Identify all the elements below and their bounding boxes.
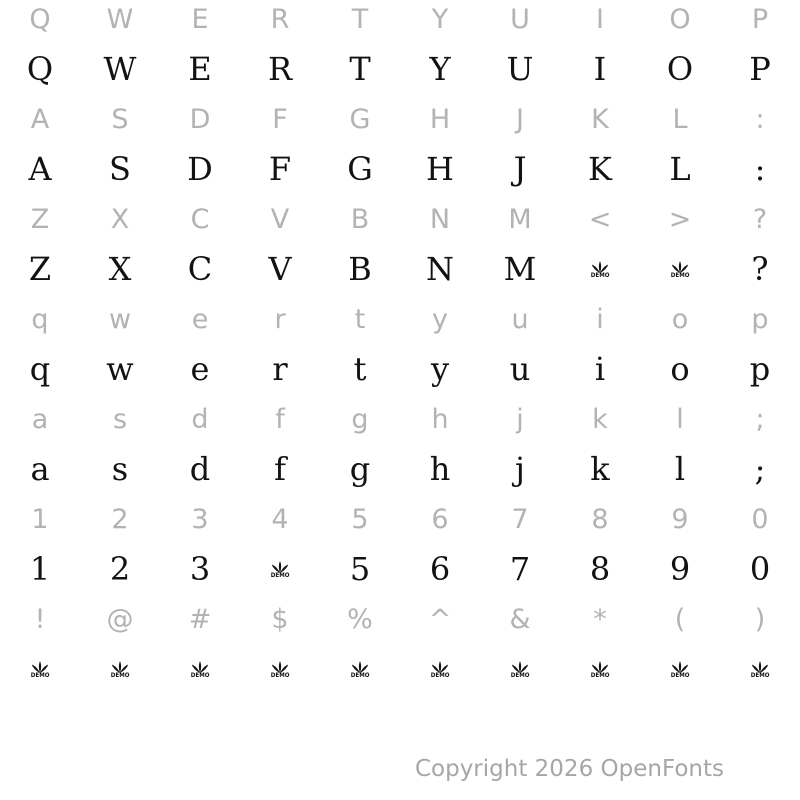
reference-char: N (429, 203, 451, 235)
reference-char: j (516, 403, 524, 435)
reference-char: > (668, 203, 692, 235)
reference-row (0, 194, 800, 244)
font-glyph-char: 3 (189, 550, 211, 588)
reference-char: : (755, 103, 765, 135)
font-glyph-char: C (187, 250, 213, 288)
font-glyph-char: K (588, 150, 612, 188)
reference-char: l (676, 403, 684, 435)
demo-glyph-label: DEMO (750, 672, 770, 679)
reference-char: 2 (111, 503, 129, 535)
glyph-row (0, 444, 800, 494)
font-glyph-char: W (103, 50, 137, 88)
font-glyph-char: Z (28, 250, 52, 288)
font-glyph-char: Y (429, 50, 451, 88)
demo-glyph-stack (745, 660, 775, 682)
demo-placeholder-glyph (160, 644, 240, 694)
font-glyph-char: 6 (429, 550, 451, 588)
font-glyph-char: i (594, 350, 606, 388)
font-glyph-char: d (189, 450, 211, 488)
demo-glyph-stack (265, 560, 295, 582)
font-glyph-char: g (349, 450, 371, 488)
demo-glyph-stack (505, 660, 535, 682)
reference-char: D (189, 103, 211, 135)
reference-char: p (751, 303, 769, 335)
demo-placeholder-glyph (720, 644, 800, 694)
font-glyph-char: 1 (29, 550, 51, 588)
font-glyph-char: B (348, 250, 372, 288)
font-glyph-char: q (29, 350, 51, 388)
reference-char: s (112, 403, 128, 435)
reference-char: 5 (351, 503, 369, 535)
reference-char: S (111, 103, 129, 135)
reference-row (0, 394, 800, 444)
reference-char: * (593, 603, 607, 635)
font-glyph-char: U (506, 50, 534, 88)
font-glyph-char: X (108, 250, 132, 288)
font-glyph-char: N (426, 250, 454, 288)
reference-char: G (349, 103, 371, 135)
reference-char: i (596, 303, 604, 335)
reference-row (0, 0, 800, 44)
reference-char: 9 (671, 503, 689, 535)
reference-char: M (508, 203, 532, 235)
reference-char: y (432, 303, 448, 335)
reference-char: % (347, 603, 373, 635)
font-glyph-char: f (274, 450, 286, 488)
reference-row (0, 294, 800, 344)
reference-char: e (191, 303, 209, 335)
demo-placeholder-glyph (0, 644, 80, 694)
reference-char: 8 (591, 503, 609, 535)
font-glyph-char: A (28, 150, 52, 188)
font-glyph-char: I (593, 50, 607, 88)
reference-char: h (431, 403, 449, 435)
glyph-row (0, 344, 800, 394)
font-glyph-char: M (503, 250, 537, 288)
reference-char: H (429, 103, 451, 135)
reference-char: U (510, 3, 530, 35)
reference-char: 7 (511, 503, 529, 535)
reference-char: T (351, 3, 369, 35)
font-glyph-char: R (267, 50, 293, 88)
font-glyph-char: ? (751, 250, 769, 288)
reference-char: K (591, 103, 609, 135)
reference-char: t (354, 303, 366, 335)
reference-char: k (592, 403, 608, 435)
demo-glyph-stack (585, 260, 615, 282)
glyph-row (0, 44, 800, 94)
font-glyph-char: V (268, 250, 292, 288)
reference-char: ; (755, 403, 765, 435)
font-glyph-char: J (513, 150, 527, 188)
demo-glyph-label: DEMO (670, 672, 690, 679)
reference-char: ! (34, 603, 46, 635)
reference-char: # (188, 603, 212, 635)
demo-glyph-stack (25, 660, 55, 682)
demo-placeholder-glyph (560, 644, 640, 694)
demo-glyph-stack (345, 660, 375, 682)
reference-char: 3 (191, 503, 209, 535)
reference-char: C (190, 203, 210, 235)
reference-char: o (671, 303, 689, 335)
font-glyph-char: y (430, 350, 450, 388)
font-glyph-char: O (666, 50, 694, 88)
demo-placeholder-glyph (640, 244, 720, 294)
reference-char: R (270, 3, 290, 35)
font-glyph-char: D (187, 150, 213, 188)
glyph-row (0, 144, 800, 194)
reference-char: ( (674, 603, 686, 635)
demo-glyph-label: DEMO (590, 272, 610, 279)
font-glyph-char: h (429, 450, 451, 488)
font-glyph-char: E (188, 50, 212, 88)
copyright-text: Copyright 2026 OpenFonts (414, 756, 724, 782)
reference-char: P (751, 3, 769, 35)
font-glyph-char: G (347, 150, 373, 188)
reference-row (0, 94, 800, 144)
font-glyph-char: 8 (589, 550, 611, 588)
demo-placeholder-glyph (480, 644, 560, 694)
reference-char: 6 (431, 503, 449, 535)
font-glyph-char: P (749, 50, 771, 88)
demo-glyph-label: DEMO (110, 672, 130, 679)
demo-glyph-stack (665, 260, 695, 282)
font-glyph-char: T (349, 50, 371, 88)
demo-glyph-label: DEMO (590, 672, 610, 679)
font-glyph-char: ; (754, 450, 766, 488)
font-glyph-char: 2 (109, 550, 131, 588)
demo-glyph-label: DEMO (670, 272, 690, 279)
reference-char: $ (271, 603, 289, 635)
reference-char: w (108, 303, 132, 335)
reference-char: r (274, 303, 286, 335)
demo-glyph-stack (185, 660, 215, 682)
reference-char: ? (752, 203, 768, 235)
font-glyph-char: 7 (509, 550, 531, 588)
demo-placeholder-glyph (240, 644, 320, 694)
reference-char: ^ (428, 603, 452, 635)
reference-char: 4 (271, 503, 289, 535)
reference-row (0, 494, 800, 544)
glyph-row (0, 244, 800, 294)
reference-char: A (30, 103, 50, 135)
demo-glyph-label: DEMO (430, 672, 450, 679)
demo-glyph-label: DEMO (510, 672, 530, 679)
font-glyph-char: Q (26, 50, 54, 88)
font-glyph-char: 5 (349, 550, 371, 588)
reference-char: q (31, 303, 49, 335)
font-glyph-char: t (353, 350, 367, 388)
font-glyph-char: j (515, 450, 525, 488)
reference-char: u (511, 303, 529, 335)
font-glyph-char: r (272, 350, 288, 388)
demo-glyph-label: DEMO (270, 572, 290, 579)
font-glyph-char: L (669, 150, 691, 188)
demo-placeholder-glyph (320, 644, 400, 694)
reference-char: W (106, 3, 134, 35)
demo-placeholder-glyph (240, 544, 320, 594)
font-glyph-char: a (30, 450, 50, 488)
reference-row (0, 594, 800, 644)
font-glyph-char: F (268, 150, 292, 188)
demo-placeholder-glyph (560, 244, 640, 294)
reference-char: g (351, 403, 369, 435)
reference-char: O (669, 3, 691, 35)
reference-char: 0 (751, 503, 769, 535)
font-glyph-char: w (106, 350, 134, 388)
demo-placeholder-glyph (400, 644, 480, 694)
demo-glyph-stack (265, 660, 295, 682)
font-glyph-char: 9 (669, 550, 691, 588)
font-glyph-char: p (749, 350, 771, 388)
reference-char: V (270, 203, 290, 235)
demo-placeholder-glyph (80, 644, 160, 694)
reference-char: Q (29, 3, 51, 35)
glyph-row (0, 644, 800, 694)
demo-glyph-label: DEMO (190, 672, 210, 679)
reference-char: < (588, 203, 612, 235)
reference-char: E (191, 3, 209, 35)
font-glyph-char: s (111, 450, 129, 488)
reference-char: J (516, 103, 524, 135)
demo-glyph-stack (665, 660, 695, 682)
demo-placeholder-glyph (640, 644, 720, 694)
demo-glyph-stack (585, 660, 615, 682)
font-glyph-char: k (590, 450, 610, 488)
demo-glyph-stack (105, 660, 135, 682)
demo-glyph-label: DEMO (270, 672, 290, 679)
reference-char: L (672, 103, 688, 135)
font-glyph-char: S (109, 150, 131, 188)
reference-char: & (509, 603, 531, 635)
reference-char: F (272, 103, 288, 135)
reference-char: d (191, 403, 209, 435)
font-glyph-char: l (674, 450, 686, 488)
reference-char: a (31, 403, 49, 435)
glyph-row (0, 544, 800, 594)
font-glyph-char: : (754, 150, 766, 188)
reference-char: X (110, 203, 130, 235)
demo-glyph-label: DEMO (350, 672, 370, 679)
reference-char: 1 (31, 503, 49, 535)
demo-glyph-stack (425, 660, 455, 682)
font-glyph-char: H (426, 150, 454, 188)
reference-char: B (350, 203, 370, 235)
demo-glyph-label: DEMO (30, 672, 50, 679)
font-glyph-char: o (670, 350, 690, 388)
reference-char: I (596, 3, 604, 35)
font-glyph-char: 0 (749, 550, 771, 588)
reference-char: f (275, 403, 285, 435)
font-glyph-char: u (509, 350, 531, 388)
font-glyph-char: e (190, 350, 210, 388)
reference-char: ) (754, 603, 766, 635)
reference-char: @ (106, 603, 134, 635)
reference-char: Z (30, 203, 50, 235)
reference-char: Y (431, 3, 449, 35)
